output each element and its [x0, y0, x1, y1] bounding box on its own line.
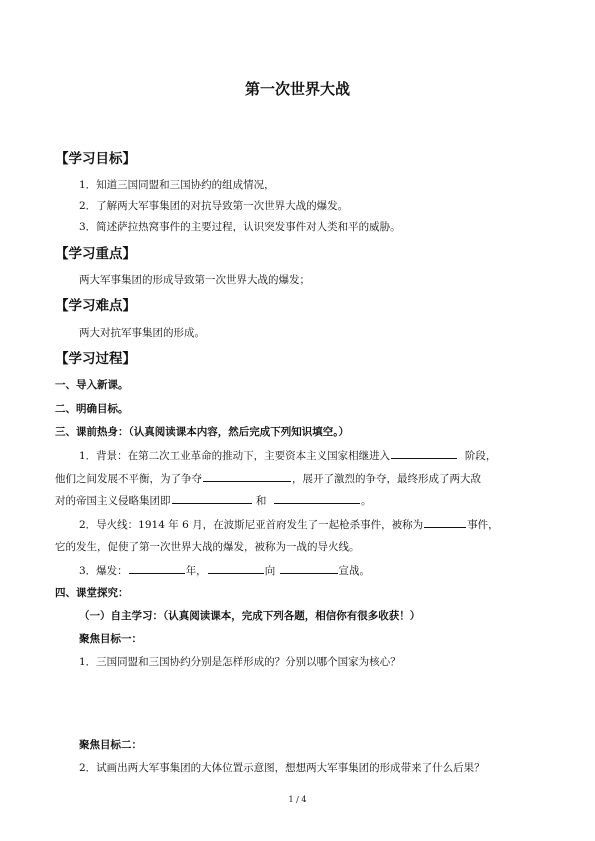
difficulty-heading: 【学习难点】 — [55, 298, 136, 314]
background-text: 1．背景：在第二次工业革命的推动下，主要资本主义国家相继进入 — [79, 450, 391, 462]
difficulty-text: 两大对抗军事集团的形成。 — [79, 327, 205, 339]
goal-item: 2．了解两大军事集团的对抗导致第一次世界大战的爆发。 — [79, 200, 349, 212]
fill-blank[interactable] — [208, 562, 264, 574]
background-text: 阶段， — [464, 450, 497, 462]
outbreak-text: 向 — [264, 565, 276, 577]
outbreak-line — [79, 562, 370, 578]
fill-blank[interactable] — [391, 447, 457, 459]
background-line — [55, 470, 481, 486]
fuse-line — [79, 516, 499, 532]
background-text: ，展开了激烈的争夺，最终形成了两大敌 — [292, 473, 481, 485]
fill-blank[interactable] — [129, 562, 185, 574]
step-explore: 四、课堂探究： — [55, 587, 129, 599]
outbreak-text: 宣战。 — [338, 565, 371, 577]
fill-blank[interactable] — [280, 562, 338, 574]
question-one: 1．三国同盟和三国协约分别是怎样形成的？分别以哪个国家为核心？ — [79, 656, 401, 668]
process-heading: 【学习过程】 — [55, 351, 136, 367]
background-text: 他们之间发展不平衡，为了争夺 — [55, 473, 202, 485]
page-title: 第一次世界大战 — [244, 80, 350, 98]
focus-goal-one: 聚焦目标一： — [79, 633, 142, 645]
self-study-heading: （一）自主学习：（认真阅读课本，完成下列各题，相信你有很多收获！） — [79, 610, 421, 622]
background-text: 对的帝国主义侵略集团即 — [55, 495, 171, 507]
fill-blank[interactable] — [172, 492, 252, 504]
question-two: 2．试画出两大军事集团的大体位置示意图，想想两大军事集团的形成带来了什么后果？ — [79, 762, 485, 774]
background-line — [55, 492, 372, 508]
step-intro: 一、导入新课。 — [55, 379, 129, 391]
goal-item: 1．知道三国同盟和三国协约的组成情况， — [79, 179, 275, 191]
background-text: 。 — [361, 495, 372, 507]
background-text: 和 — [255, 495, 267, 507]
outbreak-text: 年， — [185, 565, 207, 577]
step-goals: 二、明确目标。 — [55, 403, 129, 415]
fill-blank[interactable] — [203, 470, 291, 482]
goals-heading: 【学习目标】 — [55, 151, 136, 167]
fuse-text: 2．导火线：1914 年 6 月，在波斯尼亚首府发生了一起枪杀事件，被称为 — [79, 519, 424, 531]
focus-heading: 【学习重点】 — [55, 246, 136, 262]
outbreak-text: 3．爆发： — [79, 565, 128, 577]
fuse-text: 事件， — [467, 519, 499, 531]
fill-blank[interactable] — [424, 516, 466, 528]
fill-blank[interactable] — [274, 492, 360, 504]
fuse-text: 它的发生，促使了第一次世界大战的爆发，被称为一战的导火线。 — [55, 541, 360, 553]
focus-text: 两大军事集团的形成导致第一次世界大战的爆发； — [79, 274, 310, 286]
goal-item: 3．简述萨拉热窝事件的主要过程，认识突发事件对人类和平的威胁。 — [79, 221, 401, 233]
step-warmup: 三、课前热身：（认真阅读课本内容，然后完成下列知识填空。） — [55, 426, 349, 438]
background-line — [79, 447, 496, 463]
focus-goal-two: 聚焦目标二： — [79, 739, 142, 751]
page-number: 1 / 4 — [288, 795, 307, 804]
